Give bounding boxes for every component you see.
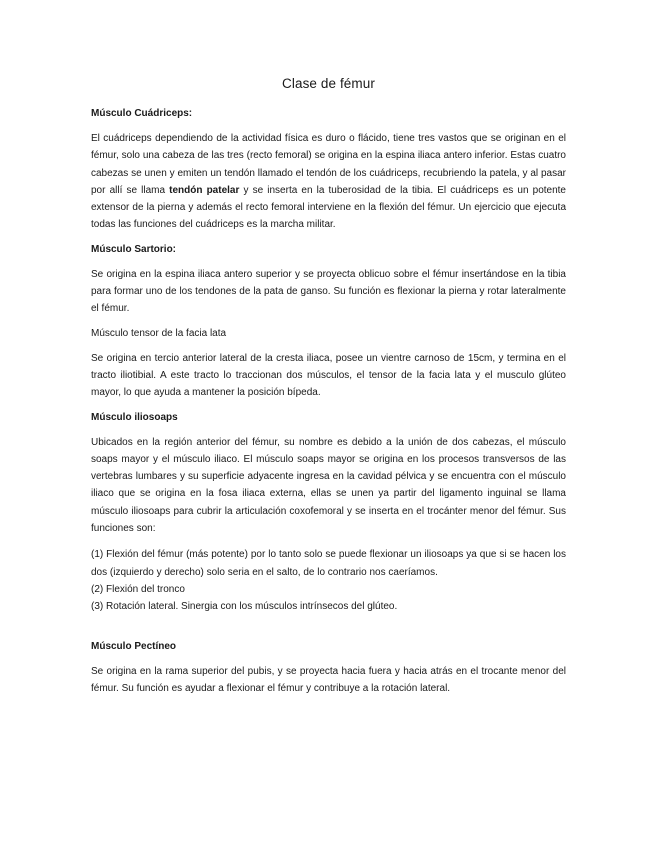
section-paragraph: Se origina en la espina iliaca antero superior y se proyecta oblicuo sobre el fémur insertándose en la tibia para formar uno de los tendones de la pata de ganso. Su función es flexionar la pierna y rotar lateralmente el fémur. — [91, 268, 566, 315]
section-paragraph — [91, 130, 566, 234]
section-heading: Músculo Pectíneo — [91, 640, 177, 652]
section-iliosoaps — [91, 411, 566, 616]
section-heading: Músculo Cuádriceps: — [91, 108, 193, 119]
section-pectineo — [91, 640, 566, 698]
page-title: Clase de fémur — [282, 76, 375, 91]
list-item: (2) Flexión del tronco — [91, 583, 185, 595]
section-heading: Músculo Sartorio: — [91, 243, 177, 255]
functions-list — [91, 546, 566, 615]
section-paragraph: Se origina en tercio anterior lateral de la cresta iliaca, posee un vientre carnoso de 15cm, y termina en el tracto iliotibial. A este tracto lo traccionan dos músculos, el tensor de la facia lata y el musculo glúteo mayor, lo que ayuda a mantener la posición bípeda. — [91, 352, 566, 399]
section-heading: Músculo iliosoaps — [91, 411, 178, 423]
paragraph-text: y se inserta en la tuberosidad de la tibia. El cuádriceps es un potente extensor de la pierna y además el recto femoral interviene en la flexión del fémur. Un ejercicio que ejecuta todas las funciones del cuádriceps es la marcha militar. — [91, 184, 566, 231]
list-item: (1) Flexión del fémur (más potente) por lo tanto solo se puede flexionar un iliosoaps ya que si se hacen los dos (izquierdo y derecho) solo seria en el salto, de lo contrario nos caeríamos. — [91, 549, 566, 578]
section-paragraph: Ubicados en la región anterior del fémur, su nombre es debido a la unión de dos cabezas, el músculo soaps mayor y el músculo iliaco. El músculo soaps mayor se origina en los procesos transversos de las vertebras lumbares y su superficie adyacente ingresa en la cavidad pélvica y se encuentra con el músculo iliaco que se origina en la fosa iliaca externa, ellas se unen ya partir del ligamento inguinal se llama músculo iliosoaps para cubrir la articulación coxofemoral y se inserta en el trocánter menor del fémur. Sus funciones son: — [91, 436, 566, 535]
section-cuadriceps — [91, 107, 566, 234]
section-sartorio — [91, 243, 566, 318]
section-heading: Músculo tensor de la facia lata — [91, 327, 227, 339]
document-page — [91, 76, 566, 706]
paragraph-text: El cuádriceps dependiendo de la actividad física es duro o flácido, tiene tres vastos que se originan en el fémur, solo una cabeza de las tres (recto femoral) se origina en la espina iliaca antero inferior. Estas cuatro cabezas se unen y emiten un tendón llamado el tendón de los cuádriceps, recubriendo la patela, y al pasar por allí se llama — [91, 133, 566, 196]
section-tensor — [91, 327, 566, 402]
section-paragraph: Se origina en la rama superior del pubis, y se proyecta hacia fuera y hacia atrás en el trocante menor del fémur. Su función es ayudar a flexionar el fémur y contribuye a la rotación lateral. — [91, 665, 566, 694]
bold-term: tendón patelar — [169, 184, 240, 196]
list-item: (3) Rotación lateral. Sinergia con los músculos intrínsecos del glúteo. — [91, 601, 398, 613]
